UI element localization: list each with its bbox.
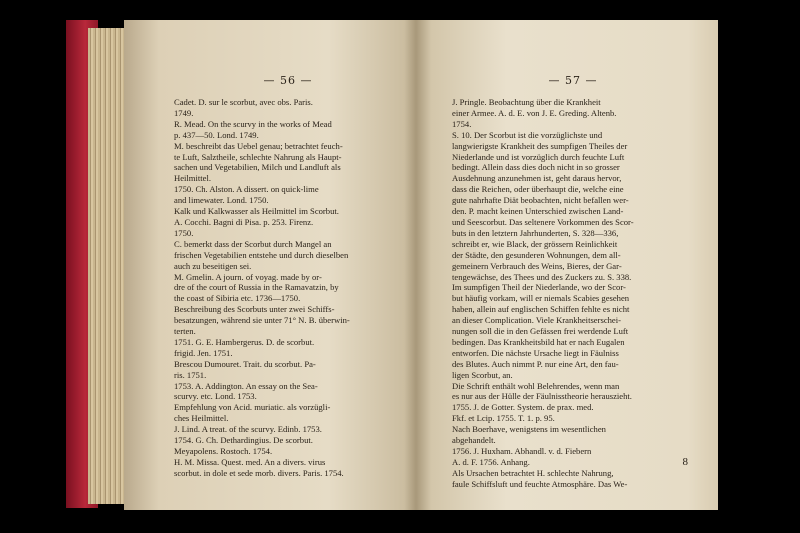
text-line: 1753. A. Addington. An essay on the Sea- — [174, 380, 318, 391]
text-line: H. M. Missa. Quest. med. An a divers. virus — [174, 456, 326, 467]
text-line: langwierigste Krankheit des sumpfigen Theiles der — [452, 140, 628, 151]
text-line: auch zu beseitigen sei. — [174, 260, 252, 271]
text-line: Als Ursachen betrachtet H. schlechte Nahrung, — [452, 467, 614, 478]
text-line: terten. — [174, 326, 196, 337]
text-line: Brescou Dumouret. Trait. du scorbut. Pa- — [174, 358, 316, 369]
right-page — [416, 20, 718, 510]
text-line: bedingt. Allein dass dies doch nicht in so grosser — [452, 162, 620, 173]
text-line: ches Heilmittel. — [174, 413, 229, 424]
text-line: dre of the court of Russia in the Ramavatzin, by — [174, 282, 339, 293]
text-line: an dieser Complication. Viele Krankheitserschei- — [452, 315, 621, 326]
text-line: J. Lind. A treat. of the scurvy. Edinb. 1753. — [174, 424, 322, 435]
text-line: schreibt er, wie Black, der grössern Reinlichkeit — [452, 238, 618, 249]
text-line: einer Armee. A. d. E. von J. E. Greding. Altenb. — [452, 107, 617, 118]
text-line: Die Schrift enthält wohl Belehrendes, wenn man — [452, 380, 620, 391]
text-line: ris. 1751. — [174, 369, 207, 380]
text-line: Nach Boerhave, wenigstens im wesentlichen — [452, 424, 606, 435]
left-page-text — [174, 97, 402, 479]
text-line: gute nahrhafte Diät beobachten, nicht befallen wer- — [452, 195, 629, 206]
text-line: 1756. J. Huxham. Abhandl. v. d. Fiebern — [452, 446, 592, 456]
text-line: J. Pringle. Beobachtung über die Krankheit — [452, 97, 601, 107]
text-line: 1750. Ch. Alston. A dissert. on quick-lime — [174, 184, 319, 195]
text-line: nungen soll die in den Gefässen frei werdende Luft — [452, 326, 629, 337]
text-line: Kalk und Kalkwasser als Heilmittel im Scorbut. — [174, 206, 339, 217]
text-line: Beschreibung des Scorbuts unter zwei Schiffs- — [174, 304, 335, 315]
text-line: M. Gmelin. A journ. of voyag. made by or- — [174, 271, 322, 282]
text-line: the coast of Sibiria etc. 1736—1750. — [174, 293, 301, 304]
text-line: A. d. F. 1756. Anhang. — [452, 456, 530, 467]
text-line: S. 10. Der Scorbut ist die vorzüglichste und — [452, 129, 603, 140]
text-line: A. Cocchi. Bagni di Pisa. p. 253. Firenz. — [174, 216, 314, 227]
text-line: abgehandelt. — [452, 435, 496, 446]
text-line: scorbut. in dole et sede morb. divers. Paris. 1754. — [174, 467, 344, 478]
text-line: Ausdehnung anzunehmen ist, geht daraus hervor, — [452, 173, 622, 184]
text-line: and limewater. Lond. 1750. — [174, 195, 269, 206]
text-line: 1749. — [174, 107, 194, 118]
text-line: buts in den letztern Jahrhunderten, S. 328—336, — [452, 227, 619, 238]
text-line: 1755. J. de Gotter. System. de prax. med. — [452, 402, 594, 413]
text-line: p. 437—50. Lond. 1749. — [174, 129, 259, 140]
text-line: es nur aus der Hülle der Fäulnisstheorie herauszieht. — [452, 391, 632, 402]
text-line: Fkf. et Lcip. 1755. T. 1. p. 95. — [452, 413, 555, 424]
text-line: gemeinern Verbrauch des Weins, Bieres, der Gar- — [452, 260, 622, 271]
text-line: tengewächse, des Thees und des Zuckers zu. S. 338. — [452, 271, 632, 282]
text-line: C. bemerkt dass der Scorbut durch Mangel an — [174, 238, 332, 249]
text-line: 1754. — [452, 118, 472, 129]
left-page — [124, 20, 416, 510]
text-line: dass die Reichen, oder überhaupt die, welche eine — [452, 184, 624, 195]
text-line: entworfen. Die nächste Ursache liegt in Fäulniss — [452, 347, 619, 358]
text-line: but häufig vorkam, will er niemals Scabies gesehen — [452, 293, 630, 304]
text-line: den. P. macht keinen Unterschied zwischen Land- — [452, 206, 624, 217]
text-line: R. Mead. On the scurvy in the works of Mead — [174, 118, 332, 129]
text-line: Cadet. D. sur le scorbut, avec obs. Paris. — [174, 97, 313, 107]
text-line: und Seescorbut. Das seltenere Vorkommen des Scor- — [452, 216, 634, 227]
text-line: der Städte, den gesunderen Wohnungen, dem all- — [452, 249, 621, 260]
text-line: frigid. Jen. 1751. — [174, 347, 233, 358]
text-line: faule Schiffsluft und feuchte Atmosphäre. Das We- — [452, 478, 628, 489]
text-line: ligen Scorbut, an. — [452, 369, 513, 380]
text-line: te Luft, Salztheile, schlechte Nahrung als Haupt- — [174, 151, 342, 162]
text-line: Empfehlung von Acid. muriatic. als vorzügli- — [174, 402, 331, 413]
text-line: Meyapolens. Rostoch. 1754. — [174, 446, 273, 456]
text-line: haben, allein auf englischen Schiffen fehlte es nicht — [452, 304, 630, 315]
text-line: 1754. G. Ch. Dethardingius. De scorbut. — [174, 435, 313, 446]
text-line: des Blutes. Auch nimmt P. nur eine Art, den fau- — [452, 358, 619, 369]
page-number-right: — 57 — — [548, 74, 598, 87]
text-line: bedingen. Das Krankheitsbild hat er nach Eugalen — [452, 336, 625, 347]
text-line: Im sumpfigen Theil der Niederlande, wo der Scor- — [452, 282, 626, 293]
text-line: scurvy. etc. Lond. 1753. — [174, 391, 257, 402]
text-line: 1750. — [174, 227, 194, 238]
text-line: besatzungen, während sie unter 71° N. B. überwin- — [174, 315, 350, 326]
open-book — [58, 14, 738, 514]
text-line: frischen Vegetabilien entstehe und durch dieselben — [174, 249, 349, 260]
right-page-text — [452, 97, 694, 490]
text-line: M. beschreibt das Uebel genau; betrachtet feuch- — [174, 140, 343, 151]
page-number-left: — 56 — — [263, 74, 313, 87]
text-line: sachen und Vegetabilien, Milch und Landluft als — [174, 162, 341, 173]
text-line: Niederlande und ist vorzüglich durch feuchte Luft — [452, 151, 625, 162]
text-line: Heilmittel. — [174, 173, 211, 184]
signature-mark: 8 — [682, 456, 688, 468]
text-line: 1751. G. E. Hambergerus. D. de scorbut. — [174, 336, 315, 347]
